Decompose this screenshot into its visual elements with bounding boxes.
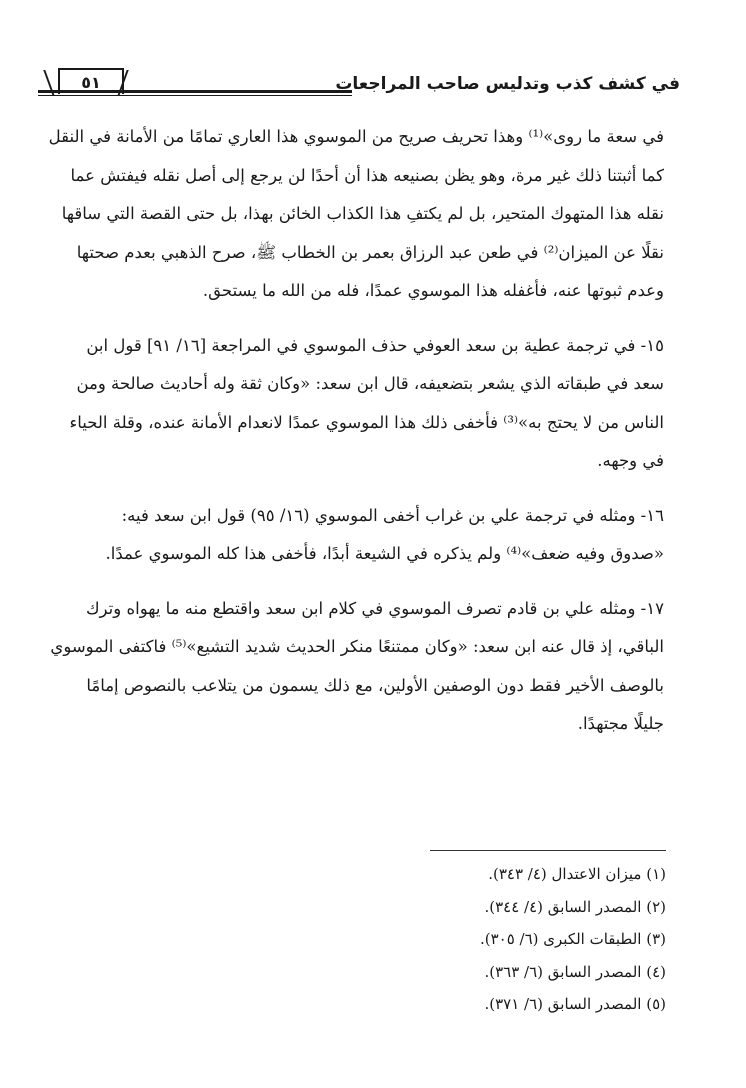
text-line: ١٦- ومثله في ترجمة علي بن غراب أخفى الموسوي (١٦/ ٩٥) قول ابن سعد فيه: (121, 505, 664, 525)
text-line: كما أثبتنا ذلك غير مرة، وهو يظن بصنيعه هذا أن أحدًا لن يرجع إلى أصل نقله فيفتش عما (70, 165, 664, 185)
paragraph (40, 327, 664, 481)
text-line: في وجهه. (597, 451, 664, 470)
footnote: (٣) الطبقات الكبرى (٦/ ٣٠٥). (479, 930, 666, 948)
text-line: ١٥- في ترجمة عطية بن سعد العوفي حذف الموسوي في المراجعة [١٦/ ٩١] قول ابن (86, 335, 664, 355)
text-line: الباقي، إذ قال عنه ابن سعد: «وكان ممتنعًا منكر الحديث شديد التشيع»⁽⁵⁾ فاكتفى الموسوي (50, 637, 664, 656)
text-line: وعدم ثبوتها عنه، فأغفله هذا الموسوي عمدًا، فله من الله ما يستحق. (202, 281, 664, 300)
paragraph (40, 118, 664, 311)
text-line: سعد في طبقاته الذي يشعر بتضعيفه، قال ابن سعد: «وكان ثقة وله أحاديث صالحة ومن (76, 374, 664, 393)
text-line: «صدوق وفيه ضعف»⁽⁴⁾ ولم يذكره في الشيعة أبدًا، فأخفى هذا كله الموسوي عمدًا. (105, 544, 664, 563)
footnote: (٢) المصدر السابق (٤/ ٣٤٤). (484, 897, 666, 916)
text-line: ١٧- ومثله علي بن قادم تصرف الموسوي في كلام ابن سعد واقتطع منه ما يهواه وترك (85, 598, 664, 618)
page-number: ٥١ (58, 68, 124, 94)
footnotes (306, 858, 666, 1021)
header-rule (38, 90, 352, 93)
paragraph (40, 497, 664, 574)
paragraph (40, 590, 664, 744)
header-rule-thin (38, 95, 352, 96)
text-line: بالوصف الأخير فقط دون الوصفين الأولين، مع ذلك يسمون من يتلاعب بالنصوص إمامًا (86, 675, 664, 695)
page-header (38, 64, 680, 108)
text-line: جليلًا مجتهدًا. (577, 714, 664, 733)
text-line: في سعة ما روى»⁽¹⁾ وهذا تحريف صريح من الموسوي هذا العاري تمامًا من الأمانة في النقل (48, 127, 664, 146)
footnote: (٥) المصدر السابق (٦/ ٣٧١). (484, 995, 666, 1013)
text-line: نقله هذا المتهوك المتحير، بل لم يكتفِ هذا الكذاب الخائن بهذا، بل حتى القصة التي ساقها (61, 204, 664, 223)
text-line: نقلًا عن الميزان⁽²⁾ في طعن عبد الرزاق بعمر بن الخطاب ﷺ، صرح الذهبي بعدم صحتها (76, 242, 664, 262)
running-title: في كشف كذب وتدليس صاحب المراجعات (335, 74, 680, 94)
text-line: الناس من لا يحتج به»⁽³⁾ فأخفى ذلك هذا الموسوي عمدًا لانعدام الأمانة عنده، وقلة الحياء (69, 412, 664, 432)
footnote: (١) ميزان الاعتدال (٤/ ٣٤٣). (488, 865, 666, 883)
footnote: (٤) المصدر السابق (٦/ ٣٦٣). (484, 962, 666, 981)
main-text (40, 118, 664, 760)
footnote-separator (430, 850, 666, 851)
